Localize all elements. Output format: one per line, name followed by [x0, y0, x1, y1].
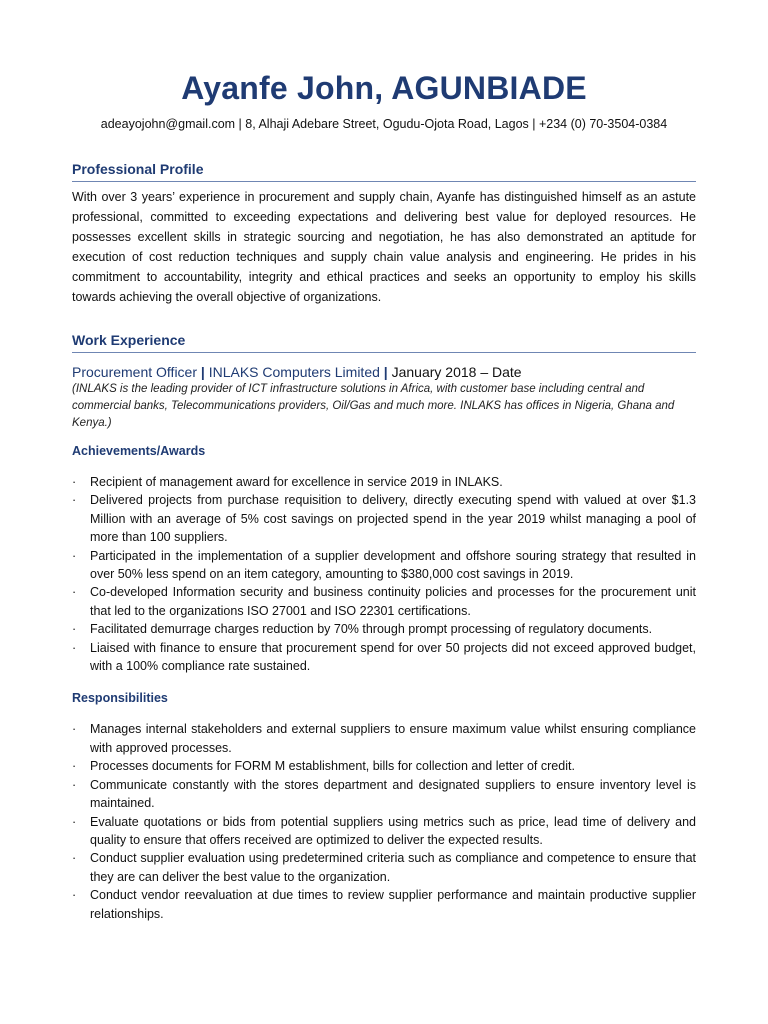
achievements-heading: Achievements/Awards: [72, 444, 206, 458]
list-item: · Communicate constantly with the stores department and designated suppliers to ensure inventory level is maintained.: [72, 777, 696, 811]
bullet-icon: ·: [72, 722, 77, 737]
bullet-icon: ·: [72, 759, 77, 774]
contact-line: adeayojohn@gmail.com | 8, Alhaji Adebare Street, Ogudu-Ojota Road, Lagos | +234 (0) 70-3504-0384: [100, 117, 668, 131]
list-item: · Processes documents for FORM M establishment, bills for collection and letter of credit.: [72, 757, 696, 775]
experience-heading: Work Experience: [72, 331, 696, 353]
bullet-icon: ·: [72, 493, 77, 508]
company-description: (INLAKS is the leading provider of ICT infrastructure solutions in Africa, with customer base including central and commercial banks, Telecommunications providers, Oil/Gas and much more. INLAKS has offices in Nigeria, Ghana and Kenya.): [72, 383, 675, 429]
bullet-icon: ·: [72, 585, 77, 600]
job-dates: January 2018 – Date: [391, 364, 522, 380]
list-item: · Recipient of management award for excellence in service 2019 in INLAKS.: [72, 473, 696, 491]
bullet-icon: ·: [72, 548, 77, 563]
list-item: · Conduct supplier evaluation using predetermined criteria such as compliance and competence to ensure that they are can deliver the best value to the organization.: [72, 851, 696, 884]
responsibilities-list: [72, 720, 696, 922]
list-item: · Liaised with finance to ensure that procurement spend for over 50 projects did not exceed approved budget, with a 100% compliance rate sustained.: [72, 640, 696, 674]
list-item: · Facilitated demurrage charges reduction by 70% through prompt processing of regulatory documents.: [72, 620, 696, 638]
job-header: [72, 363, 696, 381]
list-item: · Participated in the implementation of a supplier development and offshore souring strategy that resulted in over 50% less spend on an item category, amounting to $380,000 cost savings in 2019.: [72, 548, 696, 582]
bullet-icon: ·: [72, 640, 77, 655]
list-item: · Manages internal stakeholders and external suppliers to ensure maximum value whilst ensuring compliance with approved processes.: [72, 722, 696, 755]
list-item: · Evaluate quotations or bids from potential suppliers using metrics such as price, lead time of delivery and quality to ensure that offers received are optimized to deliver the expected results.: [72, 814, 696, 847]
bullet-icon: ·: [72, 622, 77, 637]
bullet-icon: ·: [72, 777, 77, 792]
achievements-list: [72, 473, 696, 675]
list-item: · Delivered projects from purchase requisition to delivery, directly executing spend with valued at over $1.3 Million with an average of 5% cost savings on projected spend in the year 2019 whilst managing a pool of more than 100 suppliers.: [72, 493, 696, 545]
job-separator: |: [200, 364, 205, 380]
responsibilities-heading: Responsibilities: [72, 691, 168, 706]
bullet-icon: ·: [72, 814, 77, 829]
profile-heading: Professional Profile: [72, 160, 696, 182]
profile-text: With over 3 years’ experience in procurement and supply chain, Ayanfe has distinguished himself as an astute professional, committed to exceeding expectations and delivering best value for deployed resources. He possesses excellent skills in strategic sourcing and negotiation, he has also demonstrated an aptitude for execution of cost reduction techniques and supply chain value analysis and engineering. He prides in his commitment to accountability, integrity and ethical practices and seeks an opportunity to employ his skills towards achieving the overall objective of organizations.: [72, 190, 696, 304]
candidate-name: Ayanfe John, AGUNBIADE: [181, 70, 587, 106]
bullet-icon: ·: [72, 888, 77, 903]
list-item: · Co-developed Information security and business continuity policies and processes for the procurement unit that led to the organizations ISO 27001 and ISO 22301 certifications.: [72, 585, 696, 618]
job-separator: |: [383, 364, 388, 380]
job-role: Procurement Officer: [72, 364, 198, 380]
bullet-icon: ·: [72, 475, 77, 489]
job-company: INLAKS Computers Limited: [208, 364, 380, 380]
list-item: · Conduct vendor reevaluation at due times to review supplier performance and maintain productive supplier relationships.: [72, 888, 696, 921]
bullet-icon: ·: [72, 851, 77, 866]
